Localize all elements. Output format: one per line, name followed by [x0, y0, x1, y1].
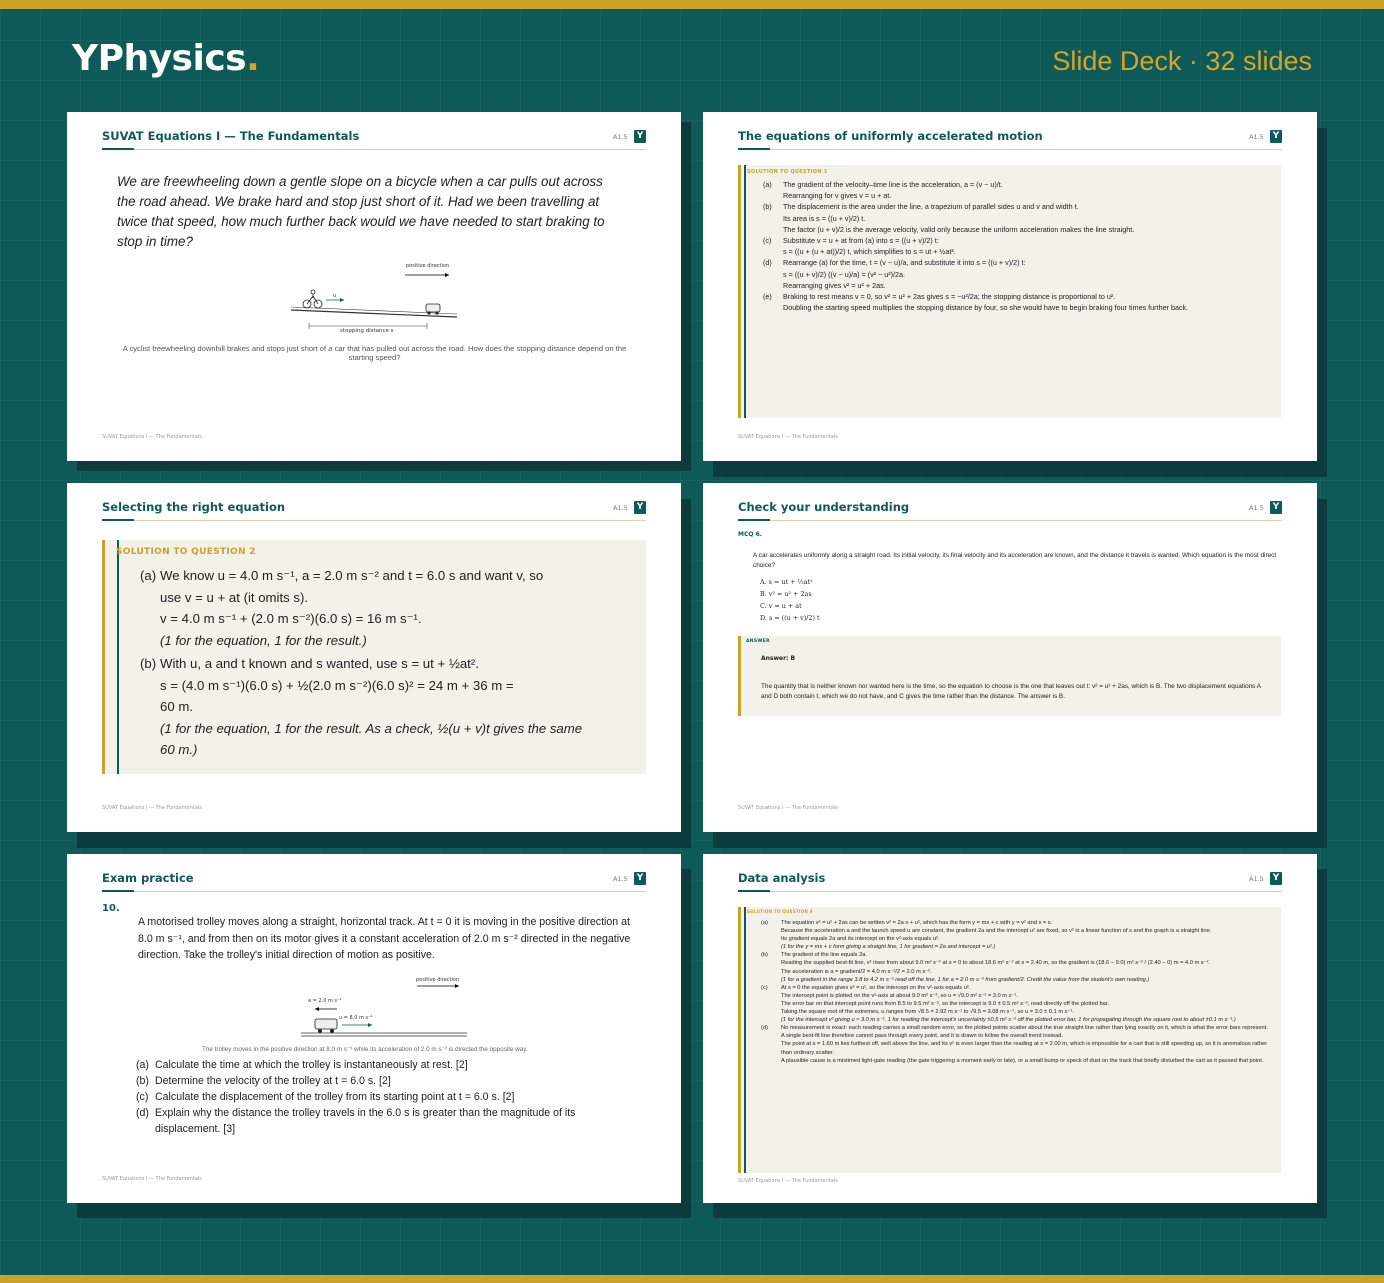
solution-line [761, 935, 1276, 943]
distance-label: stopping distance s [340, 328, 394, 334]
solution-line [763, 257, 1273, 268]
slide-title: SUVAT Equations I — The Fundamentals [102, 129, 360, 143]
mcq-option[interactable]: B. v² = u² + 2as [760, 590, 812, 598]
solution-line [763, 291, 1273, 302]
solution-line [763, 302, 1273, 313]
figure-caption: The trolley moves in the positive direction at 8.0 m s⁻¹ while its acceleration of 2.0 m s⁻² is directed the opposite way. [202, 1046, 528, 1053]
part-label: (c) [763, 236, 772, 246]
line-text: The gradient of the velocity–time line is the acceleration, a = (v − u)/t. [783, 180, 1003, 189]
line-text: The point at s = 1.60 m lies furthest off, well above the line, and its v² is even larger than the reading at s = 2.00 m, which is impossible for a cart that is still speeding up, so it is anomalous rather than ordinary scatter. [781, 1041, 1268, 1056]
solution-line: We know u = 4.0 m s⁻¹, a = 2.0 m s⁻² and t = 6.0 s and want v, so [160, 568, 544, 583]
title-rule [738, 520, 1282, 521]
solution-line [763, 235, 1273, 246]
part-label: (e) [763, 292, 772, 302]
part-label [761, 1032, 781, 1040]
solution-rule [117, 540, 119, 774]
line-text: The factor (u + v)/2 is the average velocity, valid only because the uniform acceleration makes the line straight. [783, 224, 1135, 234]
solution-line [136, 1089, 636, 1105]
line-text: The displacement is the area under the line, a trapezium of parallel sides u and v and width t. [783, 202, 1079, 212]
mcq-option[interactable]: A. s = ut + ½at² [760, 578, 813, 586]
solution-box [738, 165, 1281, 418]
line-text: (1 for the y = mx + c form giving a straight line, 1 for gradient = 2a and intercept = u².) [781, 944, 996, 951]
line-text: A plausible cause is a mistimed light-gate reading (the gate triggering a moment early or late), or a small bump or speck of dust on the track that briefly disturbed the cart as it passed that point. [781, 1057, 1264, 1064]
solution-line [763, 224, 1273, 235]
solution-box [738, 907, 1281, 1173]
solution-line [763, 213, 1273, 224]
solution-rule [744, 907, 746, 1173]
solution-line [763, 269, 1273, 280]
part-label: (b) [136, 1075, 149, 1087]
question-number: 10. [102, 903, 120, 914]
part-label: (a) [136, 1059, 149, 1071]
slide-footer: SUVAT Equations I — The Fundamentals [102, 805, 202, 811]
solution-line [763, 190, 1273, 201]
brand-logo: YPhysics. [72, 38, 260, 79]
slide-footer: SUVAT Equations I — The Fundamentals [738, 1178, 838, 1184]
slide-footer: SUVAT Equations I — The Fundamentals [738, 805, 838, 811]
part-label: (d) [763, 258, 772, 268]
trolley-diagram [297, 977, 477, 1039]
part-label: (d) [761, 1025, 768, 1032]
logo-icon: Y [634, 501, 646, 514]
part-label [761, 1000, 781, 1008]
line-text: No measurement is exact: each reading carries a small random error, so the plotted points scatter about the true straight line rather than lying exactly on it, which is what the error bars represent. [781, 1025, 1268, 1032]
line-text: (1 for the intercept v² giving u ≈ 3.0 m s⁻¹, 1 for reading the intercept's uncertainty ±0.5 m² s⁻² off the plotted error bar, 1 for propagating through the square root to about ±0.1 m s⁻¹.) [781, 1017, 1236, 1024]
line-text: The error bar on that intercept point runs from 8.5 to 9.5 m² s⁻², so the intercept is 9.0 ± 0.5 m² s⁻², read directly off the plotted bar. [781, 1000, 1109, 1007]
solution-line [761, 1040, 1276, 1056]
line-text: The equation v² = u² + 2as can be written v² = 2a s + u², which has the form y = mx + c with y = v² and x = s. [781, 920, 1053, 926]
mcq-option[interactable]: C. v = u + at [760, 602, 802, 610]
solution-line [136, 1105, 636, 1137]
part-label: (c) [136, 1091, 149, 1103]
mark-note: (1 for the equation, 1 for the result.) [160, 632, 367, 648]
solution-line [761, 1000, 1276, 1008]
part-label: (a) [763, 180, 772, 189]
slide-title: The equations of uniformly accelerated motion [738, 129, 1043, 143]
part-label: (a) [761, 920, 768, 926]
slide-footer: SUVAT Equations I — The Fundamentals [102, 1176, 202, 1182]
solution-line: 60 m. [160, 699, 193, 715]
solution-line: s = (4.0 m s⁻¹)(6.0 s) + ½(2.0 m s⁻²)(6.0 s)² = 24 m + 36 m = [160, 677, 514, 693]
direction-label: positive direction [406, 263, 450, 269]
slide-title: Exam practice [102, 871, 194, 885]
solution-rule [744, 165, 746, 418]
solution-line [763, 179, 1273, 190]
line-text: Calculate the time at which the trolley is instantaneously at rest. [2] [155, 1059, 468, 1071]
cyclist-diagram [287, 260, 467, 338]
part-label [761, 959, 781, 967]
slide-code: A1.5 [1249, 504, 1264, 512]
line-text: Braking to rest means v = 0, so v² = u² + 2as gives s = −u²/2a; the stopping distance is proportional to u². [783, 292, 1116, 302]
part-label [761, 1057, 781, 1065]
slide-card-4[interactable] [703, 483, 1317, 832]
mark-note: 60 m.) [160, 742, 198, 758]
part-label: (b) [761, 952, 768, 959]
part-label: (d) [136, 1107, 149, 1119]
solution-heading: SOLUTION TO QUESTION 1 [747, 169, 828, 175]
slide-title: Data analysis [738, 871, 826, 885]
answer-explanation: The quantity that is neither known nor wanted here is the time, so the equation to choose is the one that leaves out t: v² = u² + 2as, which is B. The two displacement equations A and D both contain t, which we do not have, and C gives the time rather than the distance. The answer is B. [761, 683, 1261, 700]
slide-card-1[interactable] [67, 112, 681, 461]
slide-code: A1.5 [1249, 875, 1264, 883]
slide-code: A1.5 [1249, 133, 1264, 141]
solution-lines [761, 919, 1276, 1065]
question-text: A motorised trolley moves along a straight, horizontal track. At t = 0 it is moving in the positive direction at 8.0 m s⁻¹, and from then on its motor gives it a constant acceleration of 2.0 m s⁻² directed in the negative direction. Take the trolley's initial direction of motion as positive. [138, 916, 631, 961]
solution-line [136, 1057, 636, 1073]
solution-line [763, 201, 1273, 212]
answer-heading: ANSWER [746, 639, 770, 644]
velocity-label: u = 8.0 m s⁻¹ [339, 1015, 373, 1021]
solution-line: v = 4.0 m s⁻¹ + (2.0 m s⁻²)(6.0 s) = 16 m s⁻¹. [160, 611, 422, 627]
mcq-question: A car accelerates uniformly along a straight road. Its initial velocity, its final velocity and its acceleration are known, and the distance it travels is wanted. Which equation is the most direct choice? [753, 552, 1277, 569]
slide-title: Selecting the right equation [102, 500, 286, 514]
solution-line [761, 1016, 1276, 1024]
line-text: (1 for a gradient in the range 3.8 to 4.2 m s⁻² read off the line, 1 for a = 2.0 m s⁻² from gradient/2. Credit the value from the student's own reading.) [781, 976, 1150, 983]
solution-line [136, 1073, 636, 1089]
logo-icon: Y [634, 872, 646, 885]
part-label [763, 190, 783, 201]
part-label: (c) [761, 984, 768, 991]
slide-card-5[interactable] [67, 854, 681, 1203]
figure-caption: A cyclist freewheeling downhill brakes and stops just short of a car that has pulled out across the road. How does the stopping distance depend on the starting speed? [122, 344, 627, 362]
line-text: Explain why the distance the trolley travels in the 6.0 s is greater than the magnitude of its displacement. [3] [155, 1107, 576, 1135]
part-label [761, 992, 781, 1000]
slide-code: A1.5 [613, 875, 628, 883]
mcq-number: MCQ 6. [738, 531, 763, 538]
top-accent-bar [0, 0, 1384, 9]
title-accent [738, 519, 770, 521]
part-label-b: (b) [140, 656, 157, 671]
speed-label: u [333, 293, 337, 299]
answer-box [738, 636, 1281, 716]
logo-icon: Y [1270, 872, 1282, 885]
slide-card-3[interactable] [67, 483, 681, 832]
solution-line [761, 959, 1276, 967]
line-text: Determine the velocity of the trolley at t = 6.0 s. [2] [155, 1075, 391, 1087]
line-text: At s = 0 the equation gives v² = u², so the intercept on the v²-axis equals u². [781, 984, 971, 991]
line-text: Because the acceleration a and the launch speed u are constant, the gradient 2a and the intercept u² are fixed, so v² is a linear function of s and the graph is a straight line. [781, 928, 1212, 935]
title-accent [102, 890, 134, 892]
solution-line [761, 919, 1276, 927]
title-rule [738, 149, 1282, 150]
part-label [761, 927, 781, 935]
question-parts [136, 1057, 636, 1137]
part-label [761, 943, 781, 951]
solution-line [761, 943, 1276, 951]
part-label [761, 935, 781, 943]
direction-label: positive direction [416, 977, 460, 983]
solution-heading: SOLUTION TO QUESTION 2 [116, 547, 256, 557]
solution-line [763, 246, 1273, 257]
mcq-options [760, 576, 820, 624]
title-rule [738, 891, 1282, 892]
line-text: s = ((u + v)/2) ((v − u)/a) = (v² − u²)/2a. [783, 269, 906, 279]
title-accent [102, 148, 134, 150]
part-label [761, 968, 781, 976]
slide-footer: SUVAT Equations I — The Fundamentals [738, 434, 838, 440]
line-text: A single best-fit line therefore cannot pass through every point, and it is drawn to follow the overall trend instead. [781, 1033, 1064, 1040]
acceleration-label: a = 2.0 m s⁻² [308, 998, 342, 1004]
mark-note: (1 for the equation, 1 for the result. As a check, ½(u + v)t gives the same [160, 720, 583, 736]
logo-icon: Y [1270, 130, 1282, 143]
line-text: Doubling the starting speed multiplies the stopping distance by four, so she would have to begin braking four times further back. [783, 303, 1189, 313]
solution-line [761, 1057, 1276, 1065]
slide-title: Check your understanding [738, 500, 910, 514]
line-text: Calculate the displacement of the trolley from its starting point at t = 6.0 s. [2] [155, 1091, 515, 1103]
line-text: Rearranging for v gives v = u + at. [783, 191, 892, 201]
line-text: Taking the square root of the extremes, u ranges from √8.5 = 2.92 m s⁻¹ to √9.5 = 3.08 m s⁻¹, so u = 3.0 ± 0.1 m s⁻¹. [781, 1009, 1074, 1016]
question-text: We are freewheeling down a gentle slope on a bicycle when a car pulls out across the road ahead. We brake hard and stop just short of it. Had we been travelling at twice that speed, how much further back would we have needed to start braking to stop in time? [117, 174, 605, 249]
logo-icon: Y [634, 130, 646, 143]
line-text: The acceleration is a = gradient/2 = 4.0 m s⁻²/2 = 2.0 m s⁻². [781, 968, 932, 975]
part-label-a: (a) [140, 568, 157, 583]
line-text: Rearranging gives v² = u² + 2as. [783, 280, 886, 290]
solution-line [761, 927, 1276, 935]
solution-line [761, 968, 1276, 976]
solution-line [761, 992, 1276, 1000]
deck-label: Slide Deck · 32 slides [1052, 46, 1312, 76]
solution-line [761, 1032, 1276, 1040]
slide-code: A1.5 [613, 133, 628, 141]
part-label [763, 280, 783, 291]
title-accent [738, 890, 770, 892]
part-label [761, 1008, 781, 1016]
line-text: Rearrange (a) for the time, t = (v − u)/a, and substitute it into s = ((u + v)/2) t: [783, 258, 1026, 268]
solution-heading: SOLUTION TO QUESTION 9 [747, 909, 813, 914]
mcq-option[interactable]: D. s = ((u + v)/2) t [760, 614, 820, 622]
line-text: The gradient of the line equals 2a. [781, 952, 868, 959]
line-text: Its area is s = ((u + v)/2) t. [783, 213, 866, 223]
line-text: Substitute v = u + at from (a) into s = ((u + v)/2) t: [783, 236, 939, 246]
part-label [761, 1040, 781, 1056]
part-label [763, 302, 783, 313]
solution-line [761, 951, 1276, 959]
line-text: s = ((u + (u + at))/2) t, which simplifies to s = ut + ½at². [783, 247, 956, 257]
solution-line [761, 1024, 1276, 1032]
solution-lines [763, 179, 1273, 313]
title-accent [738, 148, 770, 150]
part-label: (b) [763, 202, 772, 212]
title-rule [102, 149, 646, 150]
solution-line [761, 1008, 1276, 1016]
solution-line [761, 976, 1276, 984]
line-text: The intercept point is plotted on the v²-axis at about 9.0 m² s⁻², so u = √9.0 m² s⁻² = 3.0 m s⁻¹. [781, 992, 1018, 999]
answer-value: Answer: B [761, 655, 796, 662]
logo-icon: Y [1270, 501, 1282, 514]
title-rule [102, 891, 646, 892]
part-label [763, 224, 783, 235]
slide-card-2[interactable] [703, 112, 1317, 461]
part-label [761, 1016, 781, 1024]
solution-box [102, 540, 646, 774]
solution-line [761, 984, 1276, 992]
slide-card-6[interactable] [703, 854, 1317, 1203]
part-label [763, 269, 783, 280]
part-label [761, 976, 781, 984]
title-rule [102, 520, 646, 521]
title-accent [102, 519, 134, 521]
solution-line: use v = u + at (it omits s). [160, 589, 309, 605]
solution-line [763, 280, 1273, 291]
part-label [763, 213, 783, 224]
solution-line: With u, a and t known and s wanted, use s = ut + ½at². [160, 656, 479, 671]
bottom-accent-bar [0, 1275, 1384, 1283]
slide-code: A1.5 [613, 504, 628, 512]
line-text: Reading the supplied best-fit line, v² rises from about 9.0 m² s⁻² at s = 0 to about 18.6 m² s⁻² at s = 2.40 m, so the gradient is (18.6 − 9.0) m² s⁻² / (2.40 − 0) m = 4.0 m s⁻². [781, 960, 1211, 967]
slide-footer: SUVAT Equations I — The Fundamentals [102, 434, 202, 440]
part-label [763, 246, 783, 257]
line-text: Its gradient equals 2a and its intercept on the v²-axis equals u². [781, 936, 940, 943]
